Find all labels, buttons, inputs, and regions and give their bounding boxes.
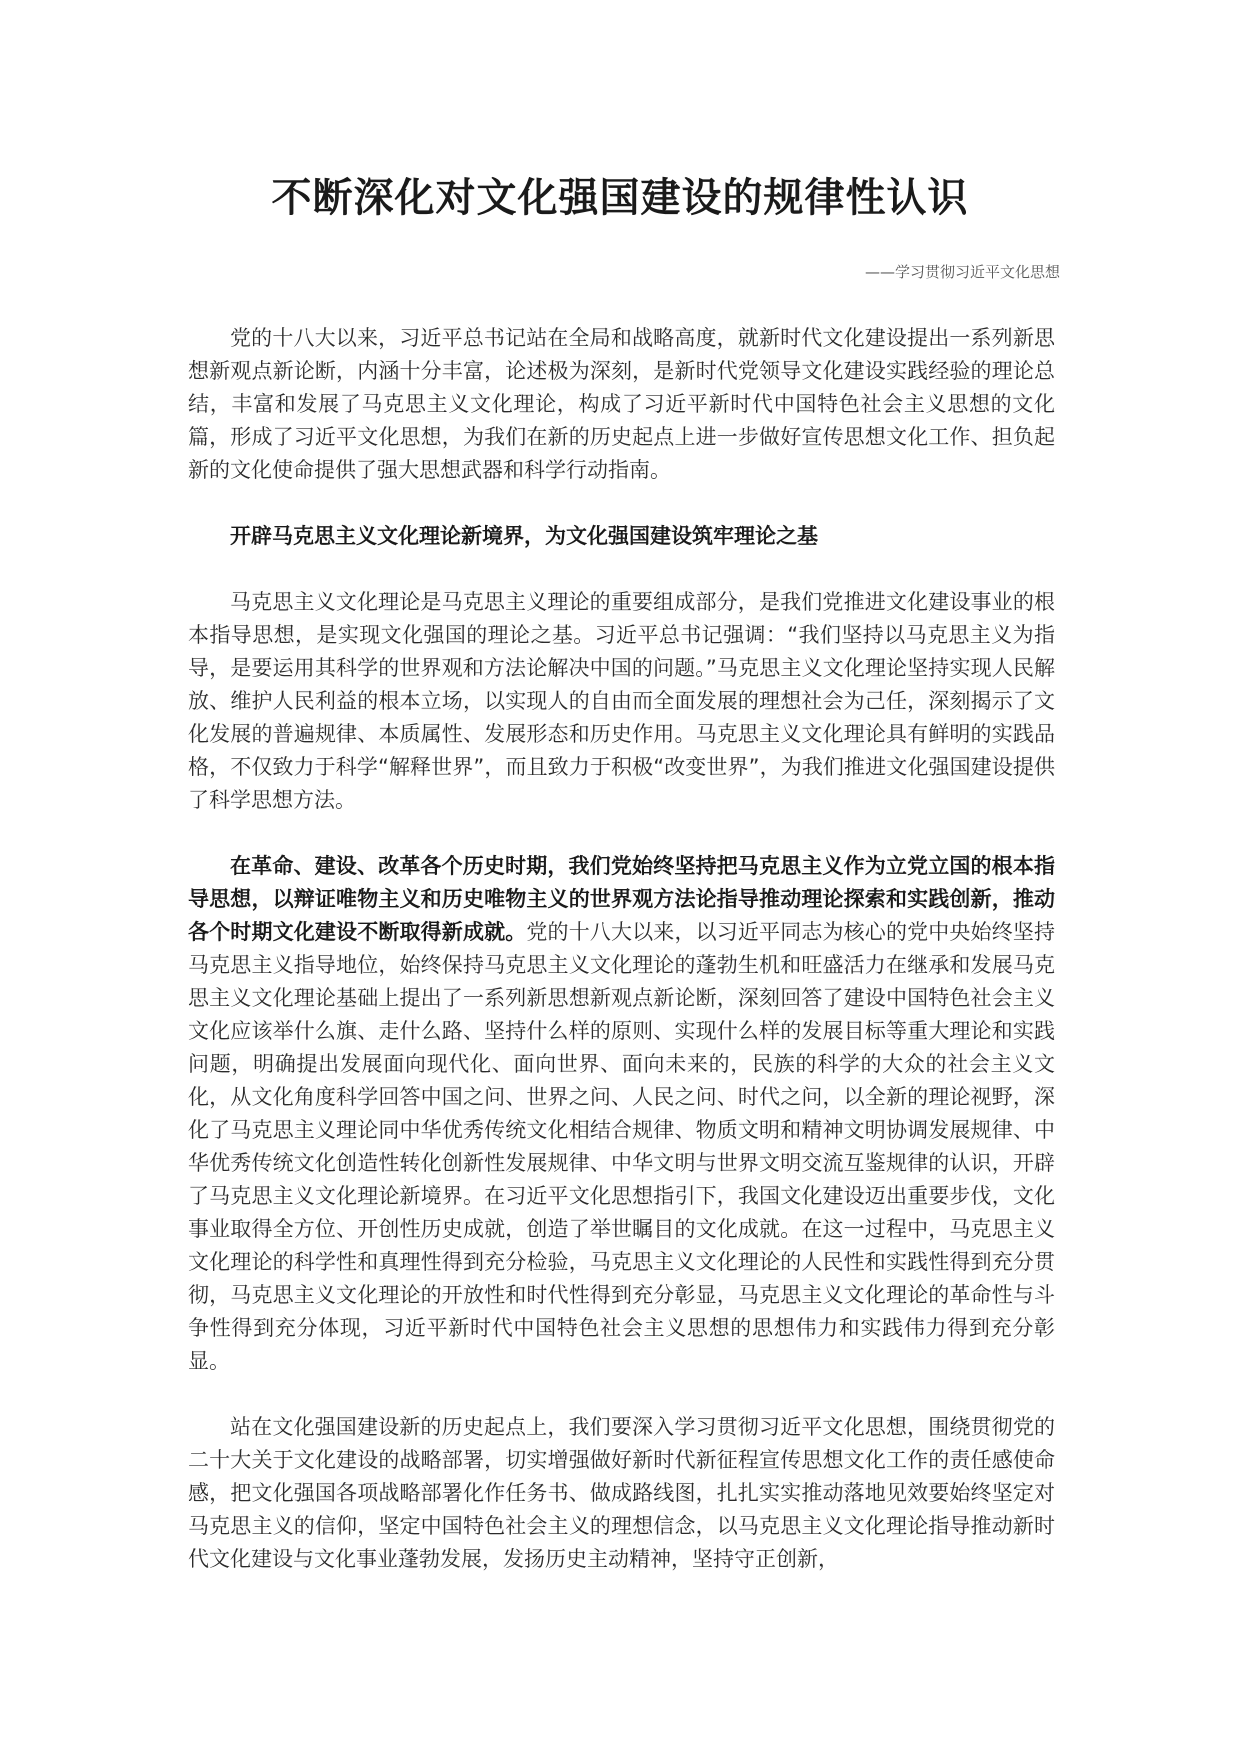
paragraph-new-starting-point: 站在文化强国建设新的历史起点上，我们要深入学习贯彻习近平文化思想，围绕贯彻党的二十大关于文化建设的战略部署，切实增强做好新时代新征程宣传思想文化工作的责任感使命感，把文化强国各项战略部署化作任务书、做成路线图，扎扎实实推动落地见效要始终坚定对马克思主义的信仰，坚定中国特色社会主义的理想信念，以马克思主义文化理论指导推动新时代文化建设与文化事业蓬勃发展，发扬历史主动精神，坚持守正创新， xyxy=(188,1415,1055,1571)
paragraph-intro: 党的十八大以来，习近平总书记站在全局和战略高度，就新时代文化建设提出一系列新思想新观点新论断，内涵十分丰富，论述极为深刻，是新时代党领导文化建设实践经验的理论总结，丰富和发展了马克思主义文化理论，构成了习近平新时代中国特色社会主义思想的文化篇，形成了习近平文化思想，为我们在新的历史起点上进一步做好宣传思想文化工作、担负起新的文化使命提供了强大思想武器和科学行动指南。 xyxy=(188,326,1055,482)
section-heading: 开辟马克思主义文化理论新境界，为文化强国建设筑牢理论之基 xyxy=(230,524,818,548)
document-subtitle: ——学习贯彻习近平文化思想 xyxy=(864,263,1060,281)
paragraph-bold-lead: 在革命、建设、改革各个历史时期，我们党始终坚持把马克思主义作为立党立国的根本指导思想，以辩证唯物主义和历史唯物主义的世界观方法论指导推动理论探索和实践创新，推动各个时期文化建设不断取得新成就。 xyxy=(188,854,1055,944)
document-body xyxy=(188,322,1055,1576)
paragraph-history xyxy=(188,850,1055,1378)
paragraph-marxist-theory: 马克思主义文化理论是马克思主义理论的重要组成部分，是我们党推进文化建设事业的根本指导思想，是实现文化强国的理论之基。习近平总书记强调：“我们坚持以马克思主义为指导，是要运用其科学的世界观和方法论解决中国的问题。”马克思主义文化理论坚持实现人民解放、维护人民利益的根本立场，以实现人的自由而全面发展的理想社会为己任，深刻揭示了文化发展的普遍规律、本质属性、发展形态和历史作用。马克思主义文化理论具有鲜明的实践品格，不仅致力于科学“解释世界”，而且致力于积极“改变世界”，为我们推进文化强国建设提供了科学思想方法。 xyxy=(188,590,1055,812)
paragraph-history-rest: 党的十八大以来，以习近平同志为核心的党中央始终坚持马克思主义指导地位，始终保持马克思主义文化理论的蓬勃生机和旺盛活力在继承和发展马克思主义文化理论基础上提出了一系列新思想新观点新论断，深刻回答了建设中国特色社会主义文化应该举什么旗、走什么路、坚持什么样的原则、实现什么样的发展目标等重大理论和实践问题，明确提出发展面向现代化、面向世界、面向未来的，民族的科学的大众的社会主义文化，从文化角度科学回答中国之问、世界之问、人民之问、时代之问，以全新的理论视野，深化了马克思主义理论同中华优秀传统文化相结合规律、物质文明和精神文明协调发展规律、中华优秀传统文化创造性转化创新性发展规律、中华文明与世界文明交流互鉴规律的认识，开辟了马克思主义文化理论新境界。在习近平文化思想指引下，我国文化建设迈出重要步伐，文化事业取得全方位、开创性历史成就，创造了举世瞩目的文化成就。在这一过程中，马克思主义文化理论的科学性和真理性得到充分检验，马克思主义文化理论的人民性和实践性得到充分贯彻，马克思主义文化理论的开放性和时代性得到充分彰显，马克思主义文化理论的革命性与斗争性得到充分体现，习近平新时代中国特色社会主义思想的思想伟力和实践伟力得到充分彰显。 xyxy=(188,920,1056,1373)
document-title: 不断深化对文化强国建设的规律性认识 xyxy=(271,175,969,221)
